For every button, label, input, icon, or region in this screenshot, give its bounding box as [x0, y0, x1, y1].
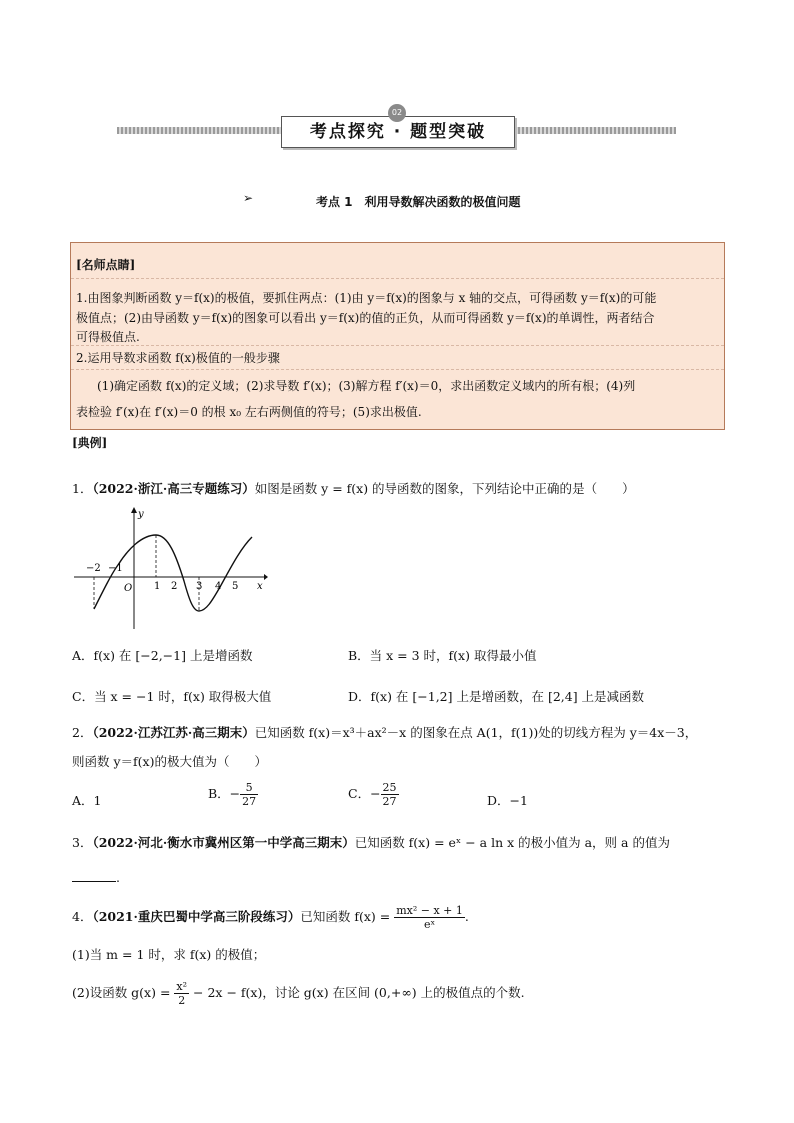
denominator: 27	[382, 795, 397, 808]
tick-label: 3	[196, 581, 203, 592]
part-label: (2)设函数 g(x) =	[72, 985, 171, 1000]
question-text: 已知函数 f(x) = eˣ − a ln x 的极小值为 a，则 a 的值为	[354, 835, 670, 850]
topic-title: 考点 1 利用导数解决函数的极值问题	[316, 195, 521, 209]
section-banner-title: 考点探究 · 题型突破	[281, 116, 515, 148]
option-label: B．−	[208, 786, 241, 801]
tips-line-6: 表检验 f′(x)在 f′(x)＝0 的根 x₀ 左右两侧值的符号；(5)求出极值.	[76, 405, 422, 419]
arrow-bullet-icon: ➢	[243, 191, 254, 205]
y-axis-label: y	[138, 509, 144, 520]
question-2-stem-cont: 则函数 y＝f(x)的极大值为（ ）	[72, 754, 267, 769]
fraction	[174, 980, 189, 1007]
tick-label: −2	[86, 563, 101, 574]
question-3-stem	[72, 833, 670, 851]
question-source: （2022·浙江·高三专题练习）	[92, 481, 255, 496]
option-d[interactable]: D．−1	[487, 793, 528, 808]
banner-left-bar	[117, 127, 281, 134]
tips-box	[70, 242, 725, 430]
period: .	[116, 870, 120, 885]
tick-label: 1	[154, 581, 161, 592]
tips-line-3: 可得极值点.	[76, 330, 140, 344]
fraction	[381, 781, 399, 808]
question-source: （2022·河北·衡水市冀州区第一中学高三期末）	[92, 835, 355, 850]
fraction	[394, 904, 465, 931]
question-source: （2022·江苏江苏·高三期末）	[92, 725, 255, 740]
denominator: 27	[242, 795, 257, 808]
option-label: C．−	[348, 786, 381, 801]
option-a[interactable]: A．1	[72, 793, 102, 808]
numerator: mx² − x + 1	[396, 904, 463, 917]
tick-label: 4	[215, 581, 222, 592]
question-2-stem	[72, 723, 697, 741]
question-number: 3．	[72, 835, 93, 850]
question-4-stem	[72, 904, 469, 931]
question-number: 1．	[72, 481, 93, 496]
banner-right-bar	[514, 127, 676, 134]
section-number-badge: 02	[388, 104, 406, 122]
question-source: （2021·重庆巴蜀中学高三阶段练习）	[92, 909, 301, 924]
option-b[interactable]	[208, 781, 258, 808]
question-1-stem	[72, 479, 635, 497]
denominator: 2	[178, 994, 186, 1007]
numerator: 25	[382, 781, 397, 794]
x-axis-label: x	[257, 581, 263, 592]
period: .	[464, 909, 469, 924]
tips-line-1: 1.由图象判断函数 y＝f(x)的极值，要抓住两点：(1)由 y＝f(x)的图象与 x 轴的交点，可得函数 y＝f(x)的可能	[76, 291, 657, 305]
option-a[interactable]: A．f(x) 在 [−2,−1] 上是增函数	[72, 648, 253, 663]
example-label: [典例]	[72, 436, 108, 450]
tips-heading: [名师点睛]	[76, 258, 136, 272]
option-c[interactable]	[348, 781, 399, 808]
fraction	[240, 781, 258, 808]
answer-blank[interactable]	[72, 870, 120, 885]
tips-line-2: 极值点；(2)由导函数 y＝f(x)的图象可以看出 y＝f(x)的值的正负，从而可得函数 y＝f(x)的单调性，两者结合	[76, 311, 655, 325]
tips-line-4: 2.运用导数求函数 f(x)极值的一般步骤	[76, 351, 280, 365]
numerator: 5	[240, 781, 258, 795]
question-text: 已知函数 f(x) =	[300, 909, 391, 924]
option-c[interactable]: C．当 x = −1 时，f(x) 取得极大值	[72, 689, 272, 704]
tick-label: 2	[171, 581, 178, 592]
question-number: 4．	[72, 909, 93, 924]
denominator: eˣ	[423, 918, 436, 931]
numerator: x²	[176, 980, 188, 993]
tick-label: −1	[108, 563, 123, 574]
option-d[interactable]: D．f(x) 在 [−1,2] 上是增函数，在 [2,4] 上是减函数	[348, 689, 645, 704]
question-text: 已知函数 f(x)＝x³＋ax²－x 的图象在点 A(1，f(1))处的切线方程为 y＝4x－3，	[254, 725, 698, 740]
question-4-part-2	[72, 980, 525, 1007]
part-text: − 2x − f(x)，讨论 g(x) 在区间 (0,+∞) 上的极值点的个数.	[193, 985, 525, 1000]
question-text: 如图是函数 y = f(x) 的导函数的图象，下列结论中正确的是（ ）	[254, 481, 635, 496]
derivative-graph	[72, 505, 268, 633]
tips-line-5: (1)确定函数 f(x)的定义域；(2)求导数 f′(x)；(3)解方程 f′(x)＝0，求出函数定义域内的所有根；(4)列	[97, 379, 636, 393]
tick-label: 5	[232, 581, 239, 592]
question-4-part-1: (1)当 m = 1 时，求 f(x) 的极值；	[72, 947, 266, 962]
origin-label: O	[124, 583, 133, 594]
option-b[interactable]: B．当 x = 3 时，f(x) 取得最小值	[348, 648, 537, 663]
question-number: 2．	[72, 725, 93, 740]
